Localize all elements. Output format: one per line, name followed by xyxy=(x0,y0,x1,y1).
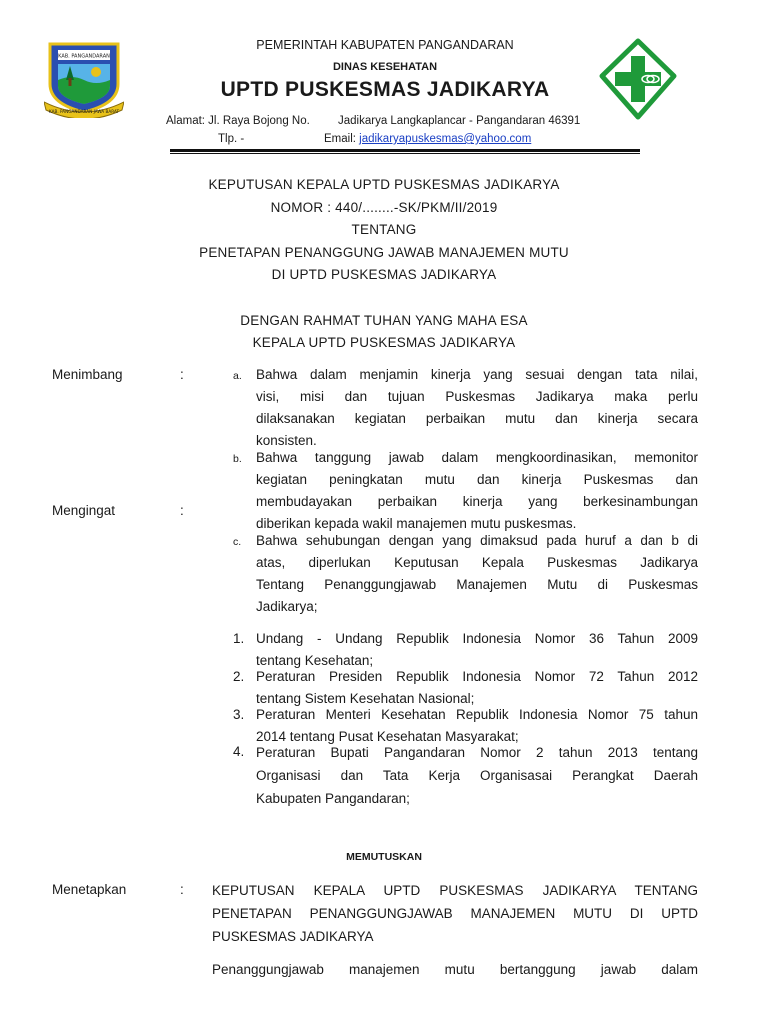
government-name: PEMERINTAH KABUPATEN PANGANDARAN xyxy=(256,38,514,52)
decree-about: TENTANG xyxy=(351,222,417,237)
mengingat-label: Mengingat xyxy=(52,503,116,518)
list-item: Peraturan Presiden Republik Indonesia Nomor 72 Tahun 2012 tentang Sistem Kesehatan Nasional; xyxy=(256,669,698,706)
invocation: DENGAN RAHMAT TUHAN YANG MAHA ESA xyxy=(240,313,528,328)
list-item: Bahwa tanggung jawab dalam mengkoordinasikan, memonitor kegiatan peningkatan mutu dan kinerja Puskesmas dan membudayakan perbaikan kinerja yang berkesinambungan diberikan kepada wakil manajemen mutu puskesmas. xyxy=(256,450,698,531)
letterhead-divider-thick xyxy=(170,149,640,152)
crest-top-text: KAB. PANGANDARAN xyxy=(58,53,110,60)
menimbang-label: Menimbang xyxy=(52,367,123,382)
decree-subject-1: PENETAPAN PENANGGUNG JAWAB MANAJEMEN MUTU xyxy=(199,245,569,260)
department-name: DINAS KESEHATAN xyxy=(332,61,438,73)
issuer: KEPALA UPTD PUSKESMAS JADIKARYA xyxy=(252,335,516,350)
email-line xyxy=(324,133,531,145)
email-label: Email: xyxy=(324,133,356,145)
list-marker: 3. xyxy=(233,707,245,722)
list-item: Peraturan Bupati Pangandaran Nomor 2 tahun 2013 tentang Organisasi dan Tata Kerja Organisasai Perangkat Daerah Kabupaten Pangandaran; xyxy=(256,745,698,806)
regency-crest-logo xyxy=(44,40,124,118)
phone-label: Tlp. - xyxy=(218,133,245,145)
menimbang-colon: : xyxy=(180,367,184,382)
letterhead-divider-thin xyxy=(170,153,640,154)
menetapkan-colon: : xyxy=(180,882,184,897)
decision-paragraph: Penanggungjawab manajemen mutu bertanggung jawab dalam xyxy=(212,962,698,977)
crest-icon xyxy=(44,40,124,118)
address-detail: Jadikarya Langkaplancar - Pangandaran 46391 xyxy=(338,115,581,127)
list-marker: a. xyxy=(233,370,242,382)
memutuskan-heading: MEMUTUSKAN xyxy=(346,851,422,863)
puskesmas-logo xyxy=(598,38,678,120)
menetapkan-label: Menetapkan xyxy=(52,882,127,897)
list-marker: b. xyxy=(233,453,242,465)
list-item: Bahwa dalam menjamin kinerja yang sesuai dengan tata nilai, visi, misi dan tujuan Puskesmas Jadikarya maka perlu dilaksanakan kegiatan perbaikan mutu dan kinerja secara konsisten. xyxy=(256,367,698,448)
list-marker: 1. xyxy=(233,631,245,646)
address-label: Alamat: Jl. Raya Bojong No. xyxy=(166,115,310,127)
mengingat-colon: : xyxy=(180,503,184,518)
list-item: Bahwa sehubungan dengan yang dimaksud pada huruf a dan b di atas, diperlukan Keputusan Kepala Puskesmas Jadikarya Tentang Penanggungjawab Manajemen Mutu di Puskesmas Jadikarya; xyxy=(256,533,698,614)
list-item: Undang - Undang Republik Indonesia Nomor 36 Tahun 2009 tentang Kesehatan; xyxy=(256,631,698,668)
decree-number: NOMOR : 440/........-SK/PKM/II/2019 xyxy=(270,200,498,215)
email-link[interactable]: jadikaryapuskesmas@yahoo.com xyxy=(359,133,532,145)
decree-title: KEPUTUSAN KEPALA UPTD PUSKESMAS JADIKARYA xyxy=(208,177,560,192)
list-marker: 2. xyxy=(233,669,245,684)
crest-ribbon-text: KAB. PANGANDARAN JAWA BARAT xyxy=(48,109,120,114)
list-marker: 4. xyxy=(233,744,245,759)
puskesmas-cross-icon xyxy=(598,38,678,120)
decree-subject-2: DI UPTD PUSKESMAS JADIKARYA xyxy=(271,267,497,282)
decision-text: KEPUTUSAN KEPALA UPTD PUSKESMAS JADIKARYA TENTANG PENETAPAN PENANGGUNGJAWAB MANAJEMEN MUTU DI UPTD PUSKESMAS JADIKARYA xyxy=(212,883,698,944)
list-item: Peraturan Menteri Kesehatan Republik Indonesia Nomor 75 tahun 2014 tentang Pusat Kesehatan Masyarakat; xyxy=(256,707,698,744)
institution-title: UPTD PUSKESMAS JADIKARYA xyxy=(220,78,550,101)
list-marker: c. xyxy=(233,536,242,548)
